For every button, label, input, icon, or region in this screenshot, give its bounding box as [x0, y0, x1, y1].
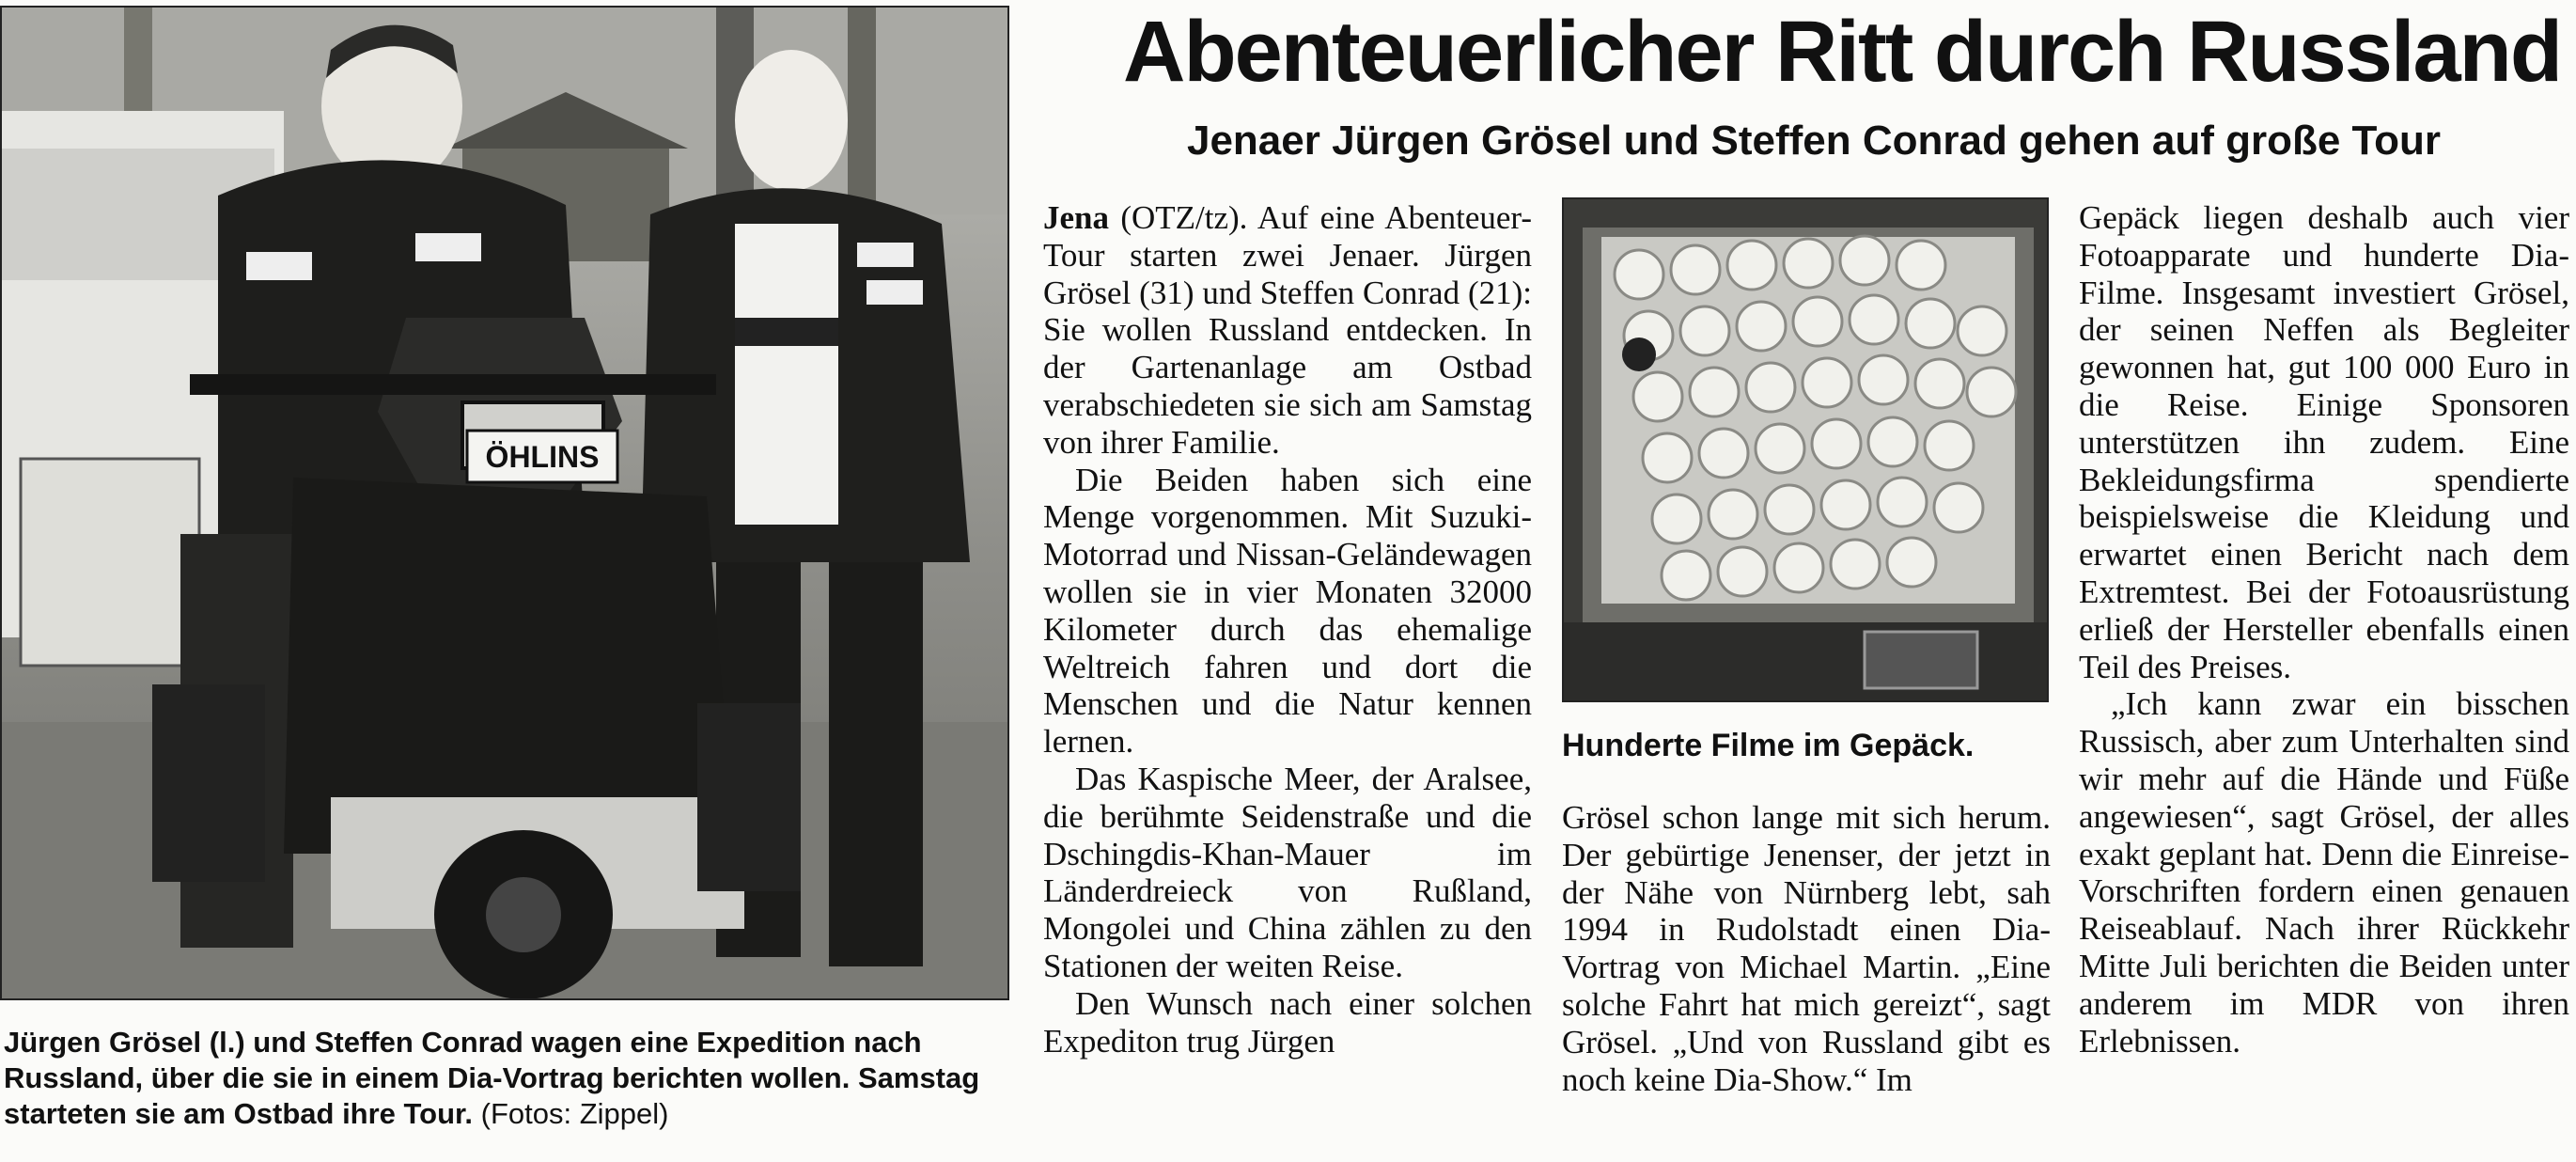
oehlins-sign-text: ÖHLINS: [485, 440, 600, 474]
article-paragraph: [1043, 199, 1532, 462]
left-photo-caption-text: Jürgen Grösel (l.) und Steffen Conrad wagen eine Expedition nach Russland, über die sie in einem Dia-Vortrag berichten wollen. Samstag starteten sie am Ostbad ihre Tour.: [4, 1026, 980, 1130]
article-column-2: [1562, 799, 2051, 1156]
expedition-photo: [0, 6, 1009, 1000]
headline: Abenteuerlicher Ritt durch Russland: [1123, 4, 2562, 100]
film-box-photo: [1562, 197, 2049, 702]
photo-credit: (Fotos: Zippel): [480, 1097, 669, 1130]
dateline: Jena: [1043, 199, 1109, 236]
article-paragraph: Den Wunsch nach einer solchen Expediton trug Jürgen: [1043, 984, 1532, 1060]
film-box-photo-image: [1564, 199, 2047, 700]
expedition-photo-image: [2, 8, 1007, 998]
article-paragraph: „Ich kann zwar ein bisschen Russisch, aber zum Unterhalten sind wir mehr auf die Hände und Füße angewiesen“, sagt Grösel, der alles exakt geplant hat. Denn die Einreise-Vorschriften fordern einen genauen Reiseablauf. Nach ihrer Rückkehr Mitte Juli berichten die Beiden unter anderem im MDR von ihren Erlebnissen.: [2079, 685, 2569, 1060]
right-photo-caption: Hunderte Filme im Gepäck.: [1562, 728, 1975, 763]
article-text: (OTZ/tz). Auf eine Abenteuer-Tour starten zwei Jenaer. Jürgen Grösel (31) und Steffen Conrad (21): Sie wollen Russland entdecken. In der Gartenanlage am Ostbad verabschiedeten sie sich am Samstag von ihrer Familie.: [1043, 199, 1532, 461]
article-paragraph: Das Kaspische Meer, der Aralsee, die berühmte Seidenstraße und die Dschingdis-Khan-Mauer im Länderdreieck von Rußland, Mongolei und China zählen zu den Stationen der weiten Reise.: [1043, 760, 1532, 984]
article-paragraph: Gepäck liegen deshalb auch vier Fotoapparate und hunderte Dia-Filme. Insgesamt investiert Grösel, der seinen Neffen als Begleiter gewonnen hat, gut 100 000 Euro in die Reise. Einige Sponsoren unterstützen ihn zudem. Eine Bekleidungsfirma spendierte beispielsweise die Kleidung und erwartet einen Bericht nach dem Extremtest. Bei der Fotoausrüstung erließ der Hersteller ebenfalls einen Teil des Preises.: [2079, 199, 2569, 685]
left-photo-caption: [4, 1025, 1006, 1132]
article-column-3: [2079, 199, 2569, 1154]
article-paragraph: Die Beiden haben sich eine Menge vorgenommen. Mit Suzuki-Motorrad und Nissan-Geländewagen wollen sie in vier Monaten 32000 Kilometer durch das ehemalige Weltreich fahren und dort die Menschen und die Natur kennen lernen.: [1043, 461, 1532, 761]
article-column-1: [1043, 199, 1532, 1154]
subheadline: Jenaer Jürgen Grösel und Steffen Conrad gehen auf große Tour: [1186, 118, 2442, 164]
article-paragraph: Grösel schon lange mit sich herum. Der gebürtige Jenenser, der jetzt in der Nähe von Nürnberg lebt, sah 1994 in Rudolstadt einen Dia-Vortrag von Michael Martin. „Eine solche Fahrt hat mich gereizt“, sagt Grösel. „Und von Russland gibt es noch keine Dia-Show.“ Im: [1562, 799, 2051, 1098]
